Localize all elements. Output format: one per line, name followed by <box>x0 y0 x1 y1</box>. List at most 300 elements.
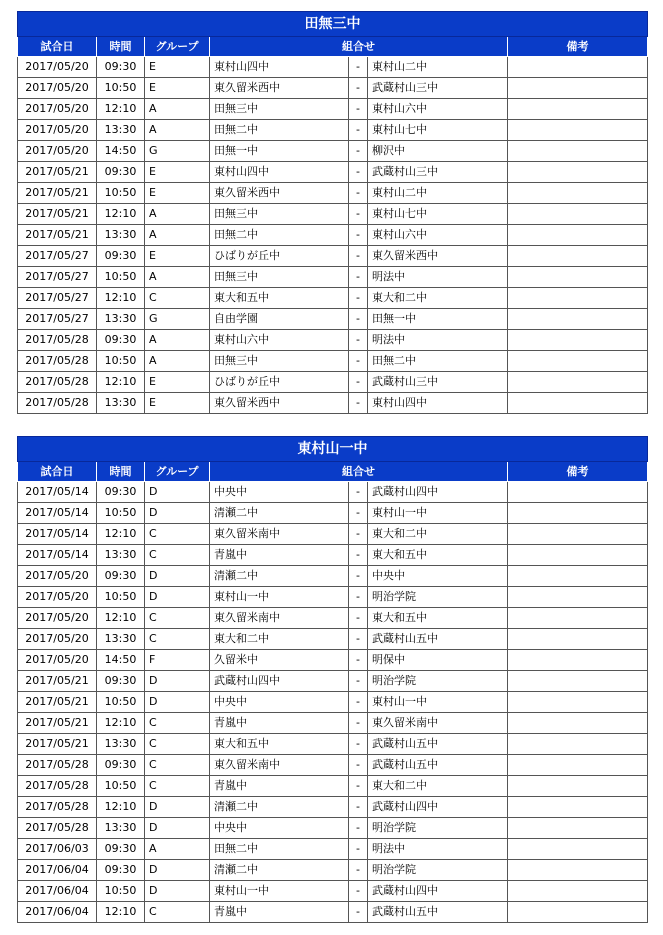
match-note <box>508 902 648 923</box>
match-time: 12:10 <box>97 288 145 309</box>
match-separator: - <box>349 246 368 267</box>
match-separator: - <box>349 78 368 99</box>
away-team: 東村山四中 <box>368 393 508 414</box>
match-time: 13:30 <box>97 545 145 566</box>
match-separator: - <box>349 587 368 608</box>
match-time: 09:30 <box>97 566 145 587</box>
away-team: 明治学院 <box>368 860 508 881</box>
table-row <box>18 57 648 78</box>
match-note <box>508 78 648 99</box>
match-separator: - <box>349 692 368 713</box>
away-team: 武蔵村山五中 <box>368 902 508 923</box>
match-time: 12:10 <box>97 99 145 120</box>
match-separator: - <box>349 183 368 204</box>
match-group: E <box>145 246 210 267</box>
match-group: A <box>145 204 210 225</box>
match-time: 10:50 <box>97 503 145 524</box>
table-row <box>18 120 648 141</box>
table-row <box>18 692 648 713</box>
home-team: 青嵐中 <box>210 902 349 923</box>
match-separator: - <box>349 713 368 734</box>
table-row <box>18 776 648 797</box>
match-time: 10:50 <box>97 776 145 797</box>
home-team: 田無二中 <box>210 225 349 246</box>
match-note <box>508 57 648 78</box>
table-row <box>18 860 648 881</box>
home-team: 東久留米南中 <box>210 608 349 629</box>
away-team: 東村山一中 <box>368 692 508 713</box>
table-row <box>18 141 648 162</box>
table-row <box>18 902 648 923</box>
match-separator: - <box>349 902 368 923</box>
home-team: 中央中 <box>210 482 349 503</box>
home-team: 田無二中 <box>210 839 349 860</box>
match-group: C <box>145 713 210 734</box>
match-note <box>508 393 648 414</box>
match-group: C <box>145 288 210 309</box>
match-note <box>508 524 648 545</box>
header-match: 組合せ <box>210 462 508 482</box>
match-time: 09:30 <box>97 755 145 776</box>
match-time: 12:10 <box>97 713 145 734</box>
header-note: 備考 <box>508 37 648 57</box>
match-group: A <box>145 267 210 288</box>
match-note <box>508 330 648 351</box>
match-time: 13:30 <box>97 734 145 755</box>
match-date: 2017/05/21 <box>18 183 97 204</box>
match-note <box>508 881 648 902</box>
match-separator: - <box>349 797 368 818</box>
match-date: 2017/05/20 <box>18 587 97 608</box>
match-date: 2017/05/27 <box>18 288 97 309</box>
home-team: 東村山四中 <box>210 162 349 183</box>
match-time: 09:30 <box>97 671 145 692</box>
match-group: E <box>145 78 210 99</box>
match-group: D <box>145 860 210 881</box>
header-time: 時間 <box>97 37 145 57</box>
away-team: 武蔵村山四中 <box>368 797 508 818</box>
home-team: 清瀬二中 <box>210 860 349 881</box>
home-team: 武蔵村山四中 <box>210 671 349 692</box>
match-group: D <box>145 587 210 608</box>
match-date: 2017/05/20 <box>18 78 97 99</box>
match-time: 10:50 <box>97 78 145 99</box>
table-row <box>18 330 648 351</box>
match-time: 09:30 <box>97 57 145 78</box>
match-date: 2017/06/04 <box>18 902 97 923</box>
match-time: 14:50 <box>97 141 145 162</box>
away-team: 東村山七中 <box>368 120 508 141</box>
match-group: D <box>145 797 210 818</box>
match-date: 2017/05/14 <box>18 545 97 566</box>
match-date: 2017/05/28 <box>18 776 97 797</box>
table-row <box>18 225 648 246</box>
away-team: 田無一中 <box>368 309 508 330</box>
match-note <box>508 797 648 818</box>
away-team: 東大和二中 <box>368 776 508 797</box>
away-team: 明治学院 <box>368 671 508 692</box>
match-time: 13:30 <box>97 225 145 246</box>
table-row <box>18 309 648 330</box>
match-time: 13:30 <box>97 309 145 330</box>
home-team: 田無三中 <box>210 99 349 120</box>
match-separator: - <box>349 267 368 288</box>
match-time: 10:50 <box>97 692 145 713</box>
match-separator: - <box>349 629 368 650</box>
match-date: 2017/05/28 <box>18 351 97 372</box>
table-row <box>18 372 648 393</box>
match-separator: - <box>349 671 368 692</box>
match-note <box>508 162 648 183</box>
match-separator: - <box>349 288 368 309</box>
match-time: 10:50 <box>97 267 145 288</box>
match-date: 2017/05/20 <box>18 120 97 141</box>
match-group: G <box>145 309 210 330</box>
header-group: グループ <box>145 37 210 57</box>
match-time: 10:50 <box>97 587 145 608</box>
table-row <box>18 629 648 650</box>
match-group: E <box>145 57 210 78</box>
table-row <box>18 351 648 372</box>
match-time: 10:50 <box>97 351 145 372</box>
match-group: E <box>145 393 210 414</box>
match-date: 2017/05/27 <box>18 309 97 330</box>
home-team: 東村山一中 <box>210 587 349 608</box>
match-note <box>508 120 648 141</box>
away-team: 明法中 <box>368 839 508 860</box>
home-team: 田無三中 <box>210 204 349 225</box>
match-separator: - <box>349 566 368 587</box>
away-team: 東久留米南中 <box>368 713 508 734</box>
match-time: 09:30 <box>97 482 145 503</box>
away-team: 明法中 <box>368 267 508 288</box>
home-team: 青嵐中 <box>210 776 349 797</box>
match-group: D <box>145 671 210 692</box>
match-date: 2017/05/28 <box>18 372 97 393</box>
match-group: F <box>145 650 210 671</box>
table-row <box>18 566 648 587</box>
home-team: 田無一中 <box>210 141 349 162</box>
match-group: D <box>145 503 210 524</box>
match-date: 2017/05/27 <box>18 246 97 267</box>
match-group: A <box>145 99 210 120</box>
table-row <box>18 267 648 288</box>
match-date: 2017/05/28 <box>18 755 97 776</box>
section-title: 田無三中 <box>18 12 648 37</box>
away-team: 武蔵村山三中 <box>368 162 508 183</box>
match-note <box>508 482 648 503</box>
schedule-section-1 <box>17 11 647 414</box>
match-time: 09:30 <box>97 860 145 881</box>
match-note <box>508 225 648 246</box>
match-group: C <box>145 524 210 545</box>
home-team: 東大和五中 <box>210 734 349 755</box>
away-team: 東大和五中 <box>368 608 508 629</box>
match-time: 13:30 <box>97 393 145 414</box>
home-team: ひばりが丘中 <box>210 372 349 393</box>
header-match: 組合せ <box>210 37 508 57</box>
away-team: 武蔵村山五中 <box>368 755 508 776</box>
match-group: A <box>145 351 210 372</box>
away-team: 武蔵村山五中 <box>368 629 508 650</box>
away-team: 東大和五中 <box>368 545 508 566</box>
match-group: C <box>145 608 210 629</box>
match-date: 2017/05/20 <box>18 608 97 629</box>
match-group: D <box>145 692 210 713</box>
match-date: 2017/05/14 <box>18 482 97 503</box>
match-date: 2017/05/21 <box>18 713 97 734</box>
match-time: 13:30 <box>97 120 145 141</box>
match-date: 2017/05/27 <box>18 267 97 288</box>
table-row <box>18 78 648 99</box>
away-team: 武蔵村山三中 <box>368 372 508 393</box>
table-row <box>18 839 648 860</box>
away-team: 明治学院 <box>368 818 508 839</box>
match-note <box>508 183 648 204</box>
match-date: 2017/05/21 <box>18 162 97 183</box>
home-team: 自由学園 <box>210 309 349 330</box>
away-team: 東村山七中 <box>368 204 508 225</box>
match-note <box>508 860 648 881</box>
match-separator: - <box>349 524 368 545</box>
away-team: 明法中 <box>368 330 508 351</box>
match-group: E <box>145 183 210 204</box>
match-note <box>508 545 648 566</box>
match-date: 2017/05/21 <box>18 671 97 692</box>
home-team: 東村山四中 <box>210 57 349 78</box>
schedule-section-2 <box>17 436 647 923</box>
table-row <box>18 713 648 734</box>
table-row <box>18 246 648 267</box>
home-team: 東久留米西中 <box>210 183 349 204</box>
header-note: 備考 <box>508 462 648 482</box>
match-group: D <box>145 881 210 902</box>
home-team: 青嵐中 <box>210 713 349 734</box>
match-separator: - <box>349 545 368 566</box>
match-note <box>508 372 648 393</box>
match-note <box>508 734 648 755</box>
home-team: 東久留米南中 <box>210 524 349 545</box>
match-time: 12:10 <box>97 204 145 225</box>
away-team: 明治学院 <box>368 587 508 608</box>
match-separator: - <box>349 57 368 78</box>
match-separator: - <box>349 330 368 351</box>
match-separator: - <box>349 482 368 503</box>
table-row <box>18 797 648 818</box>
match-group: C <box>145 545 210 566</box>
match-note <box>508 288 648 309</box>
match-time: 14:50 <box>97 650 145 671</box>
match-time: 09:30 <box>97 246 145 267</box>
match-separator: - <box>349 225 368 246</box>
home-team: 東久留米南中 <box>210 755 349 776</box>
match-time: 09:30 <box>97 330 145 351</box>
match-date: 2017/05/14 <box>18 503 97 524</box>
away-team: 中央中 <box>368 566 508 587</box>
table-row <box>18 671 648 692</box>
match-time: 12:10 <box>97 608 145 629</box>
match-separator: - <box>349 503 368 524</box>
home-team: 田無二中 <box>210 120 349 141</box>
match-note <box>508 671 648 692</box>
table-row <box>18 881 648 902</box>
match-date: 2017/05/20 <box>18 566 97 587</box>
home-team: 東村山六中 <box>210 330 349 351</box>
match-group: C <box>145 734 210 755</box>
match-note <box>508 204 648 225</box>
match-date: 2017/06/04 <box>18 860 97 881</box>
table-row <box>18 818 648 839</box>
match-time: 09:30 <box>97 839 145 860</box>
home-team: 東村山一中 <box>210 881 349 902</box>
away-team: 柳沢中 <box>368 141 508 162</box>
match-time: 10:50 <box>97 183 145 204</box>
match-group: E <box>145 162 210 183</box>
table-row <box>18 608 648 629</box>
match-note <box>508 503 648 524</box>
away-team: 東大和二中 <box>368 288 508 309</box>
match-note <box>508 351 648 372</box>
match-note <box>508 839 648 860</box>
table-row <box>18 650 648 671</box>
away-team: 東大和二中 <box>368 524 508 545</box>
match-note <box>508 650 648 671</box>
away-team: 武蔵村山四中 <box>368 881 508 902</box>
match-group: D <box>145 482 210 503</box>
match-date: 2017/05/20 <box>18 141 97 162</box>
table-row <box>18 288 648 309</box>
match-group: C <box>145 776 210 797</box>
match-group: G <box>145 141 210 162</box>
header-date: 試合日 <box>18 462 97 482</box>
match-separator: - <box>349 372 368 393</box>
match-separator: - <box>349 99 368 120</box>
away-team: 東村山一中 <box>368 503 508 524</box>
away-team: 東村山六中 <box>368 225 508 246</box>
match-group: A <box>145 330 210 351</box>
match-separator: - <box>349 204 368 225</box>
match-separator: - <box>349 755 368 776</box>
match-separator: - <box>349 776 368 797</box>
away-team: 田無二中 <box>368 351 508 372</box>
table-row <box>18 162 648 183</box>
table-row <box>18 734 648 755</box>
match-group: C <box>145 629 210 650</box>
section-title: 東村山一中 <box>18 437 648 462</box>
schedule-table <box>17 11 648 414</box>
table-row <box>18 482 648 503</box>
match-note <box>508 608 648 629</box>
home-team: 田無三中 <box>210 267 349 288</box>
table-row <box>18 524 648 545</box>
match-separator: - <box>349 141 368 162</box>
match-date: 2017/05/14 <box>18 524 97 545</box>
match-group: A <box>145 225 210 246</box>
schedule-table <box>17 436 648 923</box>
table-row <box>18 393 648 414</box>
match-note <box>508 755 648 776</box>
match-time: 13:30 <box>97 818 145 839</box>
away-team: 東村山六中 <box>368 99 508 120</box>
header-date: 試合日 <box>18 37 97 57</box>
away-team: 東村山二中 <box>368 57 508 78</box>
match-separator: - <box>349 860 368 881</box>
match-separator: - <box>349 120 368 141</box>
match-time: 09:30 <box>97 162 145 183</box>
away-team: 明保中 <box>368 650 508 671</box>
match-time: 12:10 <box>97 372 145 393</box>
match-note <box>508 629 648 650</box>
away-team: 武蔵村山五中 <box>368 734 508 755</box>
home-team: ひばりが丘中 <box>210 246 349 267</box>
table-row <box>18 99 648 120</box>
away-team: 東村山二中 <box>368 183 508 204</box>
home-team: 東大和二中 <box>210 629 349 650</box>
home-team: 青嵐中 <box>210 545 349 566</box>
match-separator: - <box>349 818 368 839</box>
home-team: 東久留米西中 <box>210 78 349 99</box>
away-team: 武蔵村山三中 <box>368 78 508 99</box>
match-date: 2017/06/04 <box>18 881 97 902</box>
match-date: 2017/05/28 <box>18 818 97 839</box>
match-separator: - <box>349 839 368 860</box>
match-date: 2017/05/20 <box>18 650 97 671</box>
match-date: 2017/05/28 <box>18 393 97 414</box>
table-row <box>18 503 648 524</box>
match-separator: - <box>349 162 368 183</box>
match-date: 2017/05/21 <box>18 692 97 713</box>
home-team: 清瀬二中 <box>210 566 349 587</box>
match-date: 2017/06/03 <box>18 839 97 860</box>
table-row <box>18 545 648 566</box>
match-date: 2017/05/20 <box>18 57 97 78</box>
match-date: 2017/05/20 <box>18 629 97 650</box>
match-separator: - <box>349 650 368 671</box>
header-group: グループ <box>145 462 210 482</box>
match-note <box>508 566 648 587</box>
match-date: 2017/05/20 <box>18 99 97 120</box>
match-separator: - <box>349 734 368 755</box>
match-time: 12:10 <box>97 797 145 818</box>
match-time: 13:30 <box>97 629 145 650</box>
match-group: C <box>145 902 210 923</box>
match-group: D <box>145 818 210 839</box>
match-group: A <box>145 839 210 860</box>
match-time: 10:50 <box>97 881 145 902</box>
match-time: 12:10 <box>97 902 145 923</box>
home-team: 清瀬二中 <box>210 797 349 818</box>
table-row <box>18 204 648 225</box>
table-row <box>18 587 648 608</box>
match-group: E <box>145 372 210 393</box>
match-date: 2017/05/21 <box>18 225 97 246</box>
home-team: 東久留米西中 <box>210 393 349 414</box>
match-date: 2017/05/21 <box>18 734 97 755</box>
match-note <box>508 818 648 839</box>
match-separator: - <box>349 608 368 629</box>
match-group: D <box>145 566 210 587</box>
match-note <box>508 99 648 120</box>
match-date: 2017/05/28 <box>18 797 97 818</box>
match-note <box>508 713 648 734</box>
header-time: 時間 <box>97 462 145 482</box>
table-row <box>18 183 648 204</box>
match-group: A <box>145 120 210 141</box>
match-note <box>508 267 648 288</box>
match-separator: - <box>349 309 368 330</box>
match-note <box>508 587 648 608</box>
home-team: 東大和五中 <box>210 288 349 309</box>
